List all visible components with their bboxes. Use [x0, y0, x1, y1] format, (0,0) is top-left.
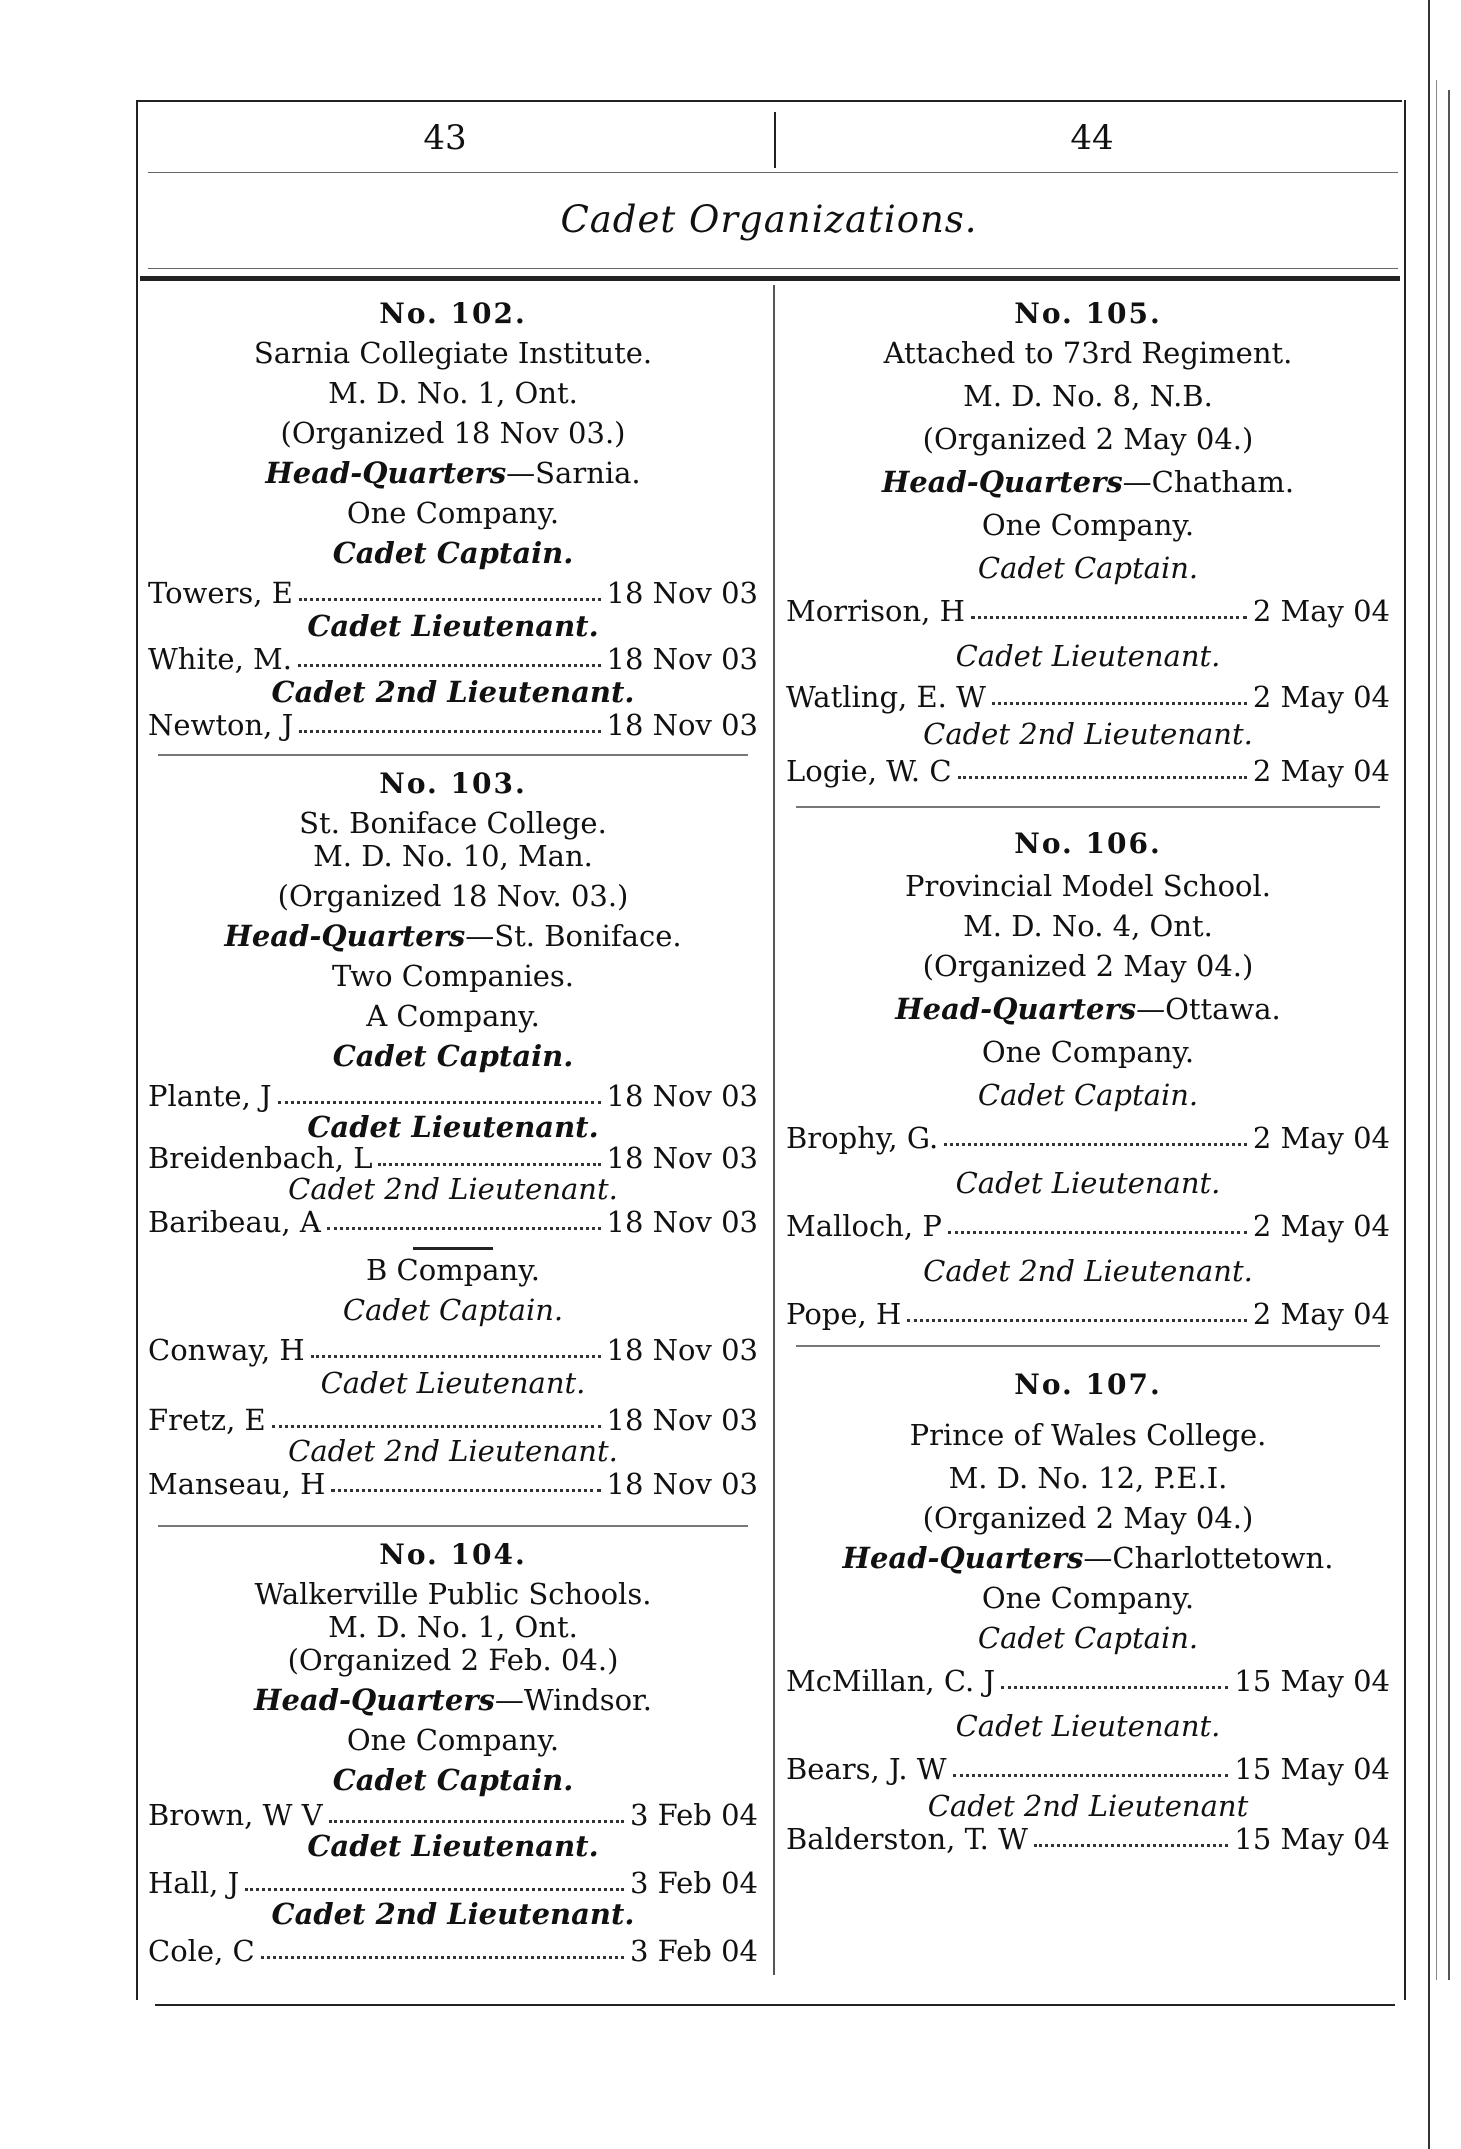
hq-label: Head-Quarters [895, 992, 1137, 1026]
rank-heading: Cadet Lieutenant. [320, 1366, 586, 1400]
unit-district: M. D. No. 1, Ont. [328, 1610, 578, 1644]
rank-heading: Cadet 2nd Lieutenant. [288, 1172, 618, 1206]
unit-separator [158, 1525, 748, 1527]
edge-line [1448, 90, 1450, 1980]
officer-name: Brown, W V [148, 1798, 323, 1832]
right-column [786, 297, 1390, 1856]
officer-name: Watling, E. W [786, 680, 986, 714]
leader-dots [992, 701, 1247, 705]
hq-place: —Windsor. [494, 1683, 652, 1717]
officer-row [786, 1664, 1390, 1698]
unit-headquarters [148, 1683, 758, 1717]
leader-dots [1001, 1685, 1228, 1689]
unit-organized: (Organized 2 May 04.) [922, 422, 1254, 456]
title-rule-thick [140, 276, 1400, 281]
officer-row [148, 642, 758, 676]
officer-name: Malloch, P [786, 1209, 942, 1243]
column-divider [773, 285, 775, 1975]
leader-dots [298, 663, 601, 667]
unit-103 [148, 767, 758, 1501]
unit-school: Sarnia Collegiate Institute. [253, 336, 653, 370]
unit-number: No. 104. [379, 1538, 527, 1571]
rank-heading: Cadet Lieutenant. [307, 1829, 599, 1863]
rank-heading: Cadet Captain. [977, 551, 1199, 585]
officer-row [786, 1822, 1390, 1856]
unit-headquarters [148, 919, 758, 953]
unit-school: Provincial Model School. [904, 869, 1272, 903]
unit-number: No. 102. [379, 297, 527, 330]
officer-name: White, M. [148, 642, 292, 676]
unit-companies: One Company. [981, 1035, 1195, 1069]
leader-dots [1034, 1843, 1228, 1847]
unit-companies: One Company. [346, 1723, 560, 1757]
unit-companies: One Company. [981, 508, 1195, 542]
officer-row [148, 1467, 758, 1501]
rank-heading: Cadet Lieutenant. [955, 1166, 1221, 1200]
unit-school: Attached to 73rd Regiment. [883, 336, 1293, 370]
officer-name: Fretz, E [148, 1403, 266, 1437]
left-column [148, 297, 758, 1968]
page-title: Cadet Organizations. [560, 198, 978, 241]
leader-dots [971, 615, 1247, 619]
unit-district: M. D. No. 8, N.B. [963, 379, 1213, 413]
unit-number: No. 106. [1014, 827, 1162, 860]
leader-dots [907, 1318, 1247, 1322]
unit-companies: Two Companies. [331, 959, 575, 993]
officer-date: 2 May 04 [1252, 1297, 1390, 1331]
officer-name: Conway, H [148, 1333, 305, 1367]
unit-number: No. 103. [379, 767, 527, 800]
leader-dots [953, 1773, 1229, 1777]
officer-date: 15 May 04 [1234, 1752, 1390, 1786]
header-rule [148, 172, 1398, 173]
leader-dots [378, 1162, 600, 1166]
page-number-right: 44 [1070, 118, 1114, 158]
unit-headquarters [786, 1541, 1390, 1575]
rank-heading: Cadet Lieutenant. [307, 1110, 599, 1144]
rank-heading: Cadet Lieutenant. [307, 609, 599, 643]
rank-heading: Cadet 2nd Lieutenant. [923, 717, 1253, 751]
rank-heading: Cadet Captain. [342, 1293, 564, 1327]
unit-district: M. D. No. 12, P.E.I. [948, 1461, 1228, 1495]
officer-name: Pope, H [786, 1297, 902, 1331]
officer-date: 18 Nov 03 [606, 1467, 758, 1501]
unit-number: No. 105. [1014, 297, 1162, 330]
unit-organized: (Organized 18 Nov. 03.) [277, 879, 629, 913]
edge-line [1428, 0, 1430, 2149]
unit-organized: (Organized 2 Feb. 04.) [287, 1643, 619, 1677]
hq-label: Head-Quarters [842, 1541, 1084, 1575]
officer-name: Plante, J [148, 1079, 272, 1113]
unit-105 [786, 297, 1390, 788]
officer-row [148, 1866, 758, 1900]
rank-heading: Cadet Captain. [332, 1039, 574, 1073]
officer-date: 2 May 04 [1252, 680, 1390, 714]
hq-place: —Chatham. [1122, 465, 1295, 499]
officer-date: 18 Nov 03 [606, 1079, 758, 1113]
unit-school: Prince of Wales College. [909, 1418, 1267, 1452]
unit-106 [786, 827, 1390, 1331]
unit-organized: (Organized 2 May 04.) [922, 949, 1254, 983]
rank-heading: Cadet Captain. [332, 1763, 574, 1797]
officer-row [786, 680, 1390, 714]
leader-dots [327, 1226, 601, 1230]
hq-place: —Ottawa. [1136, 992, 1281, 1026]
unit-104 [148, 1538, 758, 1968]
officer-row [148, 1333, 758, 1367]
hq-label: Head-Quarters [224, 919, 466, 953]
leader-dots [278, 1100, 601, 1104]
unit-headquarters [148, 456, 758, 490]
leader-dots [245, 1887, 624, 1891]
leader-dots [311, 1354, 601, 1358]
officer-date: 3 Feb 04 [629, 1866, 758, 1900]
leader-dots [331, 1488, 600, 1492]
officer-date: 18 Nov 03 [606, 1205, 758, 1239]
officer-date: 18 Nov 03 [606, 1403, 758, 1437]
leader-dots [958, 775, 1247, 779]
officer-date: 2 May 04 [1252, 754, 1390, 788]
leader-dots [948, 1230, 1247, 1234]
officer-row [786, 594, 1390, 628]
officer-row [148, 708, 758, 742]
officer-date: 2 May 04 [1252, 1121, 1390, 1155]
officer-name: Breidenbach, L [148, 1141, 373, 1175]
rank-heading: Cadet Captain. [977, 1078, 1199, 1112]
top-rule [136, 100, 1402, 102]
leader-dots [261, 1955, 624, 1959]
bottom-rule [155, 2004, 1395, 2006]
officer-date: 18 Nov 03 [606, 576, 758, 610]
officer-name: Logie, W. C [786, 754, 952, 788]
leader-dots [299, 729, 600, 733]
rank-heading: Cadet 2nd Lieutenant. [271, 675, 635, 709]
edge-line [1436, 80, 1437, 1980]
officer-name: Hall, J [148, 1866, 240, 1900]
officer-name: Morrison, H [786, 594, 965, 628]
unit-separator [796, 1345, 1380, 1347]
leader-dots [944, 1142, 1247, 1146]
officer-date: 3 Feb 04 [629, 1934, 758, 1968]
officer-row [148, 576, 758, 610]
rank-heading: Cadet Lieutenant. [955, 639, 1221, 673]
hq-place: —Charlottetown. [1083, 1541, 1334, 1575]
unit-organized: (Organized 18 Nov 03.) [280, 416, 626, 450]
unit-district: M. D. No. 10, Man. [313, 839, 593, 873]
page-number-left: 43 [423, 118, 467, 158]
unit-companies: One Company. [981, 1581, 1195, 1615]
hq-label: Head-Quarters [265, 456, 507, 490]
unit-companies: One Company. [346, 496, 560, 530]
unit-102 [148, 297, 758, 742]
officer-date: 18 Nov 03 [606, 642, 758, 676]
officer-row [148, 1934, 758, 1968]
officer-row [786, 1752, 1390, 1786]
officer-row [786, 1121, 1390, 1155]
hq-place: —St. Boniface. [465, 919, 682, 953]
officer-row [786, 754, 1390, 788]
unit-headquarters [786, 992, 1390, 1026]
adjacent-page-edge [1410, 0, 1461, 2149]
rank-heading: Cadet Captain. [332, 536, 574, 570]
unit-separator [796, 806, 1380, 808]
officer-date: 2 May 04 [1252, 1209, 1390, 1243]
unit-separator [158, 754, 748, 756]
officer-date: 2 May 04 [1252, 594, 1390, 628]
hq-place: —Sarnia. [506, 456, 641, 490]
officer-date: 3 Feb 04 [629, 1798, 758, 1832]
unit-107 [786, 1368, 1390, 1856]
unit-district: M. D. No. 1, Ont. [328, 376, 578, 410]
officer-row [786, 1297, 1390, 1331]
officer-row [148, 1141, 758, 1175]
hq-label: Head-Quarters [254, 1683, 495, 1717]
officer-date: 18 Nov 03 [606, 1141, 758, 1175]
officer-row [148, 1798, 758, 1832]
rank-heading: Cadet 2nd Lieutenant. [288, 1434, 618, 1468]
officer-date: 18 Nov 03 [606, 1333, 758, 1367]
hq-label: Head-Quarters [881, 465, 1123, 499]
officer-row [148, 1079, 758, 1113]
officer-name: Balderston, T. W [786, 1822, 1028, 1856]
rank-heading: Cadet 2nd Lieutenant [927, 1789, 1249, 1823]
rank-heading: Cadet Captain. [977, 1621, 1199, 1655]
officer-name: Cole, C [148, 1934, 255, 1968]
leader-dots [272, 1424, 601, 1428]
leader-dots [299, 597, 601, 601]
officer-date: 18 Nov 03 [606, 708, 758, 742]
officer-name: McMillan, C. J [786, 1664, 996, 1698]
officer-name: Bears, J. W [786, 1752, 947, 1786]
officer-name: Baribeau, A [148, 1205, 321, 1239]
officer-date: 15 May 04 [1234, 1664, 1390, 1698]
officer-name: Manseau, H [148, 1467, 326, 1501]
company-heading: B Company. [366, 1253, 540, 1287]
officer-row [148, 1205, 758, 1239]
officer-row [148, 1403, 758, 1437]
officer-name: Towers, E [148, 576, 293, 610]
unit-district: M. D. No. 4, Ont. [963, 909, 1213, 943]
unit-headquarters [786, 465, 1390, 499]
unit-school: Walkerville Public Schools. [254, 1577, 652, 1611]
officer-name: Brophy, G. [786, 1121, 939, 1155]
officer-row [786, 1209, 1390, 1243]
header-divider [774, 112, 776, 168]
company-heading: A Company. [366, 999, 540, 1033]
officer-date: 15 May 04 [1234, 1822, 1390, 1856]
rank-heading: Cadet Lieutenant. [955, 1709, 1221, 1743]
title-rule-thin [148, 268, 1398, 269]
leader-dots [329, 1819, 624, 1823]
officer-name: Newton, J [148, 708, 294, 742]
rank-heading: Cadet 2nd Lieutenant. [923, 1254, 1253, 1288]
rank-heading: Cadet 2nd Lieutenant. [271, 1897, 635, 1931]
unit-school: St. Boniface College. [299, 806, 607, 840]
unit-organized: (Organized 2 May 04.) [922, 1501, 1254, 1535]
unit-number: No. 107. [1014, 1368, 1162, 1401]
company-separator [413, 1247, 493, 1250]
